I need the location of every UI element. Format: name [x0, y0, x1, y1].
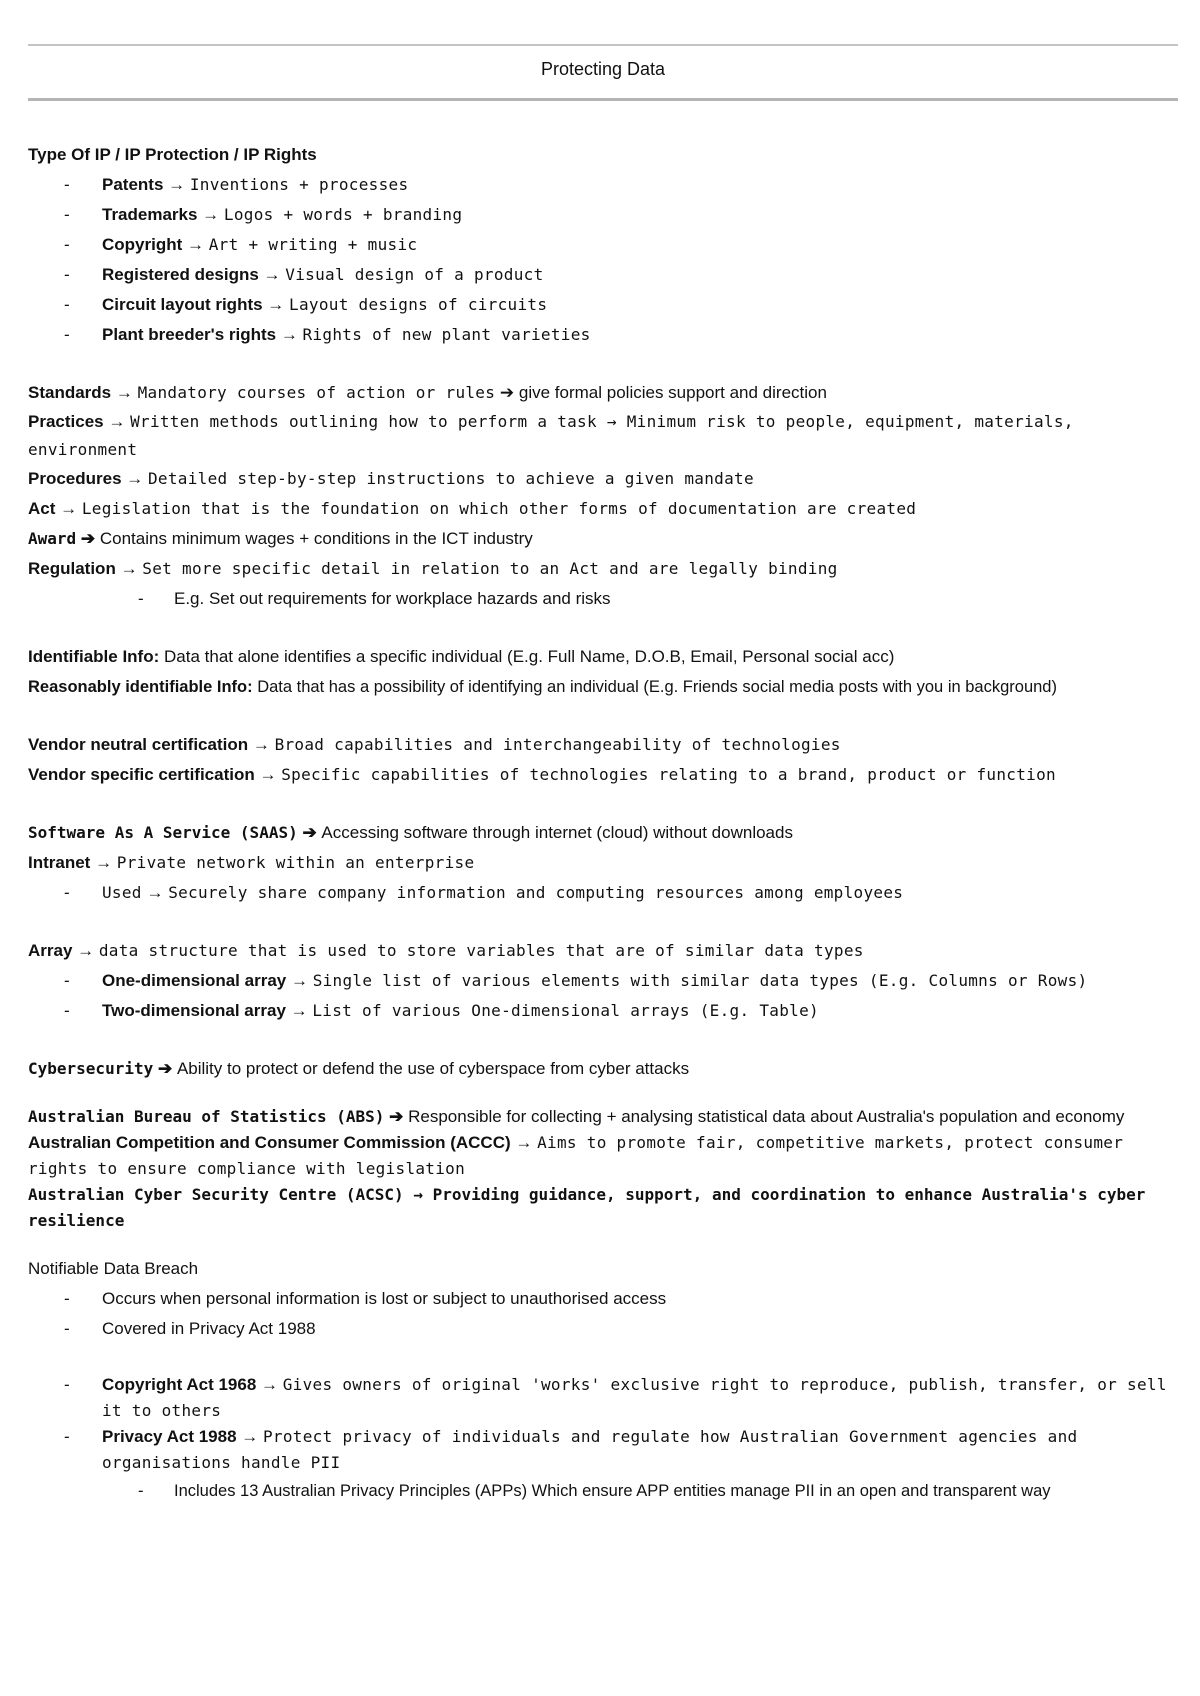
standards-line: Standards → Mandatory courses of action or rules ➔ give formal policies support and direction	[28, 383, 827, 402]
array-item: - One-dimensional array → Single list of various elements with similar data types (E.g. Columns or Rows)	[28, 966, 1178, 996]
saas-line: Software As A Service (SAAS) ➔ Accessing software through internet (cloud) without downloads	[28, 823, 793, 842]
breach-item: - Covered in Privacy Act 1988	[28, 1314, 1178, 1344]
breach-heading: Notifiable Data Breach	[28, 1259, 199, 1278]
intranet-used-item: - Used → Securely share company information and computing resources among employees	[28, 878, 1178, 908]
reasonably-identifiable-line: Reasonably identifiable Info: Data that has a possibility of identifying an individual (E.g. Friends social media posts with you in background)	[28, 678, 1057, 696]
copyright-act-item: - Copyright Act 1968 → Gives owners of original 'works' exclusive right to reproduce, publish, transfer, or sell it to others	[28, 1372, 1178, 1424]
acsc-line: Australian Cyber Security Centre (ACSC) → Providing guidance, support, and coordination to enhance Australia's cyber resilience	[28, 1185, 1146, 1230]
notes-body	[28, 140, 1178, 1506]
ip-item: - Copyright → Art + writing + music	[28, 230, 1178, 260]
abs-line: Australian Bureau of Statistics (ABS) ➔ Responsible for collecting + analysing statistical data about Australia's population and economy	[28, 1107, 1125, 1126]
array-item: - Two-dimensional array → List of various One-dimensional arrays (E.g. Table)	[28, 996, 1178, 1026]
ip-item: - Plant breeder's rights → Rights of new plant varieties	[28, 320, 1178, 350]
vendor-specific-line: Vendor specific certification → Specific capabilities of technologies relating to a brand, product or function	[28, 765, 1056, 784]
practices-line: Practices → Written methods outlining how to perform a task → Minimum risk to people, equipment, materials, environment	[28, 412, 1074, 459]
page-header	[28, 44, 1178, 104]
ip-heading: Type Of IP / IP Protection / IP Rights	[28, 145, 317, 164]
array-line: Array → data structure that is used to store variables that are of similar data types	[28, 941, 864, 960]
breach-item: - Occurs when personal information is lost or subject to unauthorised access	[28, 1284, 1178, 1314]
regulation-example: - E.g. Set out requirements for workplace hazards and risks	[28, 584, 1178, 614]
procedures-line: Procedures → Detailed step-by-step instructions to achieve a given mandate	[28, 469, 754, 488]
vendor-neutral-line: Vendor neutral certification → Broad capabilities and interchangeability of technologies	[28, 735, 841, 754]
page-title: Protecting Data	[540, 59, 666, 79]
ip-item: - Patents → Inventions + processes	[28, 170, 1178, 200]
regulation-line: Regulation → Set more specific detail in relation to an Act and are legally binding	[28, 559, 838, 578]
cybersecurity-line: Cybersecurity ➔ Ability to protect or defend the use of cyberspace from cyber attacks	[28, 1059, 690, 1078]
ip-item: - Registered designs → Visual design of a product	[28, 260, 1178, 290]
header-bottom-rule	[28, 98, 1178, 101]
identifiable-info-line: Identifiable Info: Data that alone identifies a specific individual (E.g. Full Name, D.O.B, Email, Personal social acc)	[28, 647, 895, 666]
ip-item: - Trademarks → Logos + words + branding	[28, 200, 1178, 230]
privacy-act-subitem: - Includes 13 Australian Privacy Principles (APPs) Which ensure APP entities manage PII in an open and transparent way	[28, 1476, 1178, 1506]
ip-item: - Circuit layout rights → Layout designs of circuits	[28, 290, 1178, 320]
privacy-act-item: - Privacy Act 1988 → Protect privacy of individuals and regulate how Australian Government agencies and organisations handle PII	[28, 1424, 1178, 1476]
accc-line: Australian Competition and Consumer Commission (ACCC) → Aims to promote fair, competitive markets, protect consumer rights to ensure compliance with legislation	[28, 1133, 1124, 1178]
award-line: Award ➔ Contains minimum wages + conditions in the ICT industry	[28, 529, 533, 548]
act-line: Act → Legislation that is the foundation on which other forms of documentation are created	[28, 499, 917, 518]
intranet-line: Intranet → Private network within an enterprise	[28, 853, 475, 872]
